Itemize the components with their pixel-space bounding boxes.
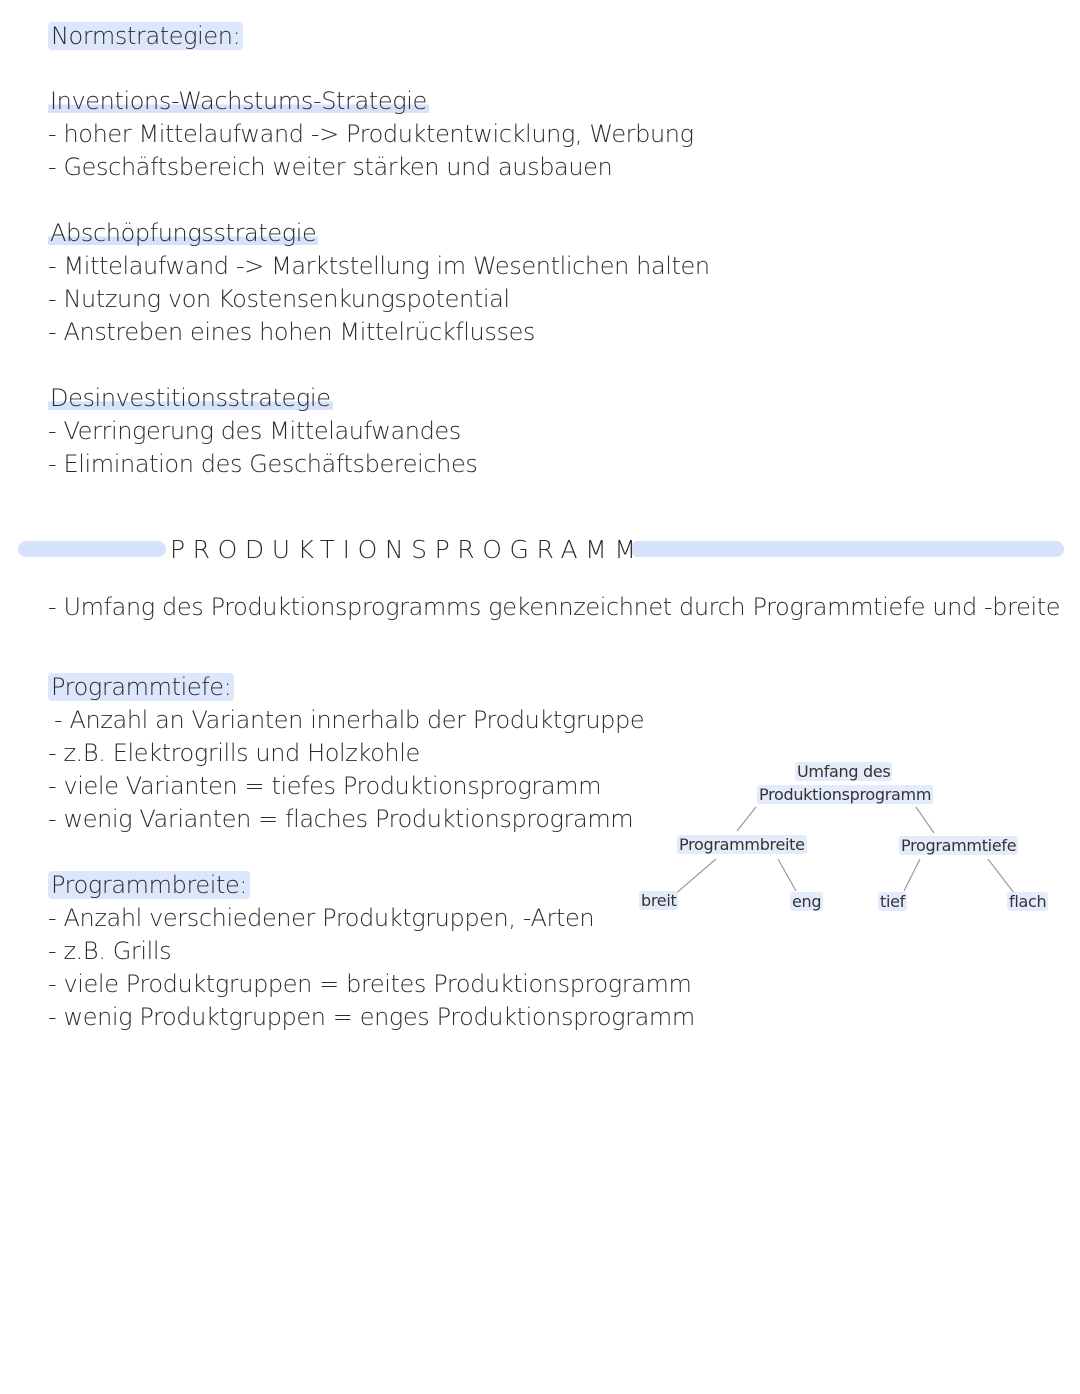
section-divider-right	[630, 541, 1064, 557]
programmtiefe-item: - z.B. Elektrogrills und Holzkohle	[48, 739, 420, 767]
connector-tiefe-flach	[988, 859, 1014, 893]
programmtiefe-title	[48, 671, 234, 704]
abschoepfung-title-text: Abschöpfungsstrategie	[50, 219, 317, 247]
desinvestition-item: - Elimination des Geschäftsbereiches	[48, 450, 478, 478]
inventions-item: - Geschäftsbereich weiter stärken und ausbauen	[48, 153, 613, 181]
program-tree-diagram	[620, 755, 1060, 925]
node-root-line1	[795, 762, 892, 782]
connector-breite-eng	[778, 859, 796, 891]
node-leaf-tief	[878, 892, 907, 912]
node-leaf-tief-text: tief	[880, 892, 905, 911]
node-leaf-flach-text: flach	[1009, 892, 1047, 911]
programmbreite-item: - viele Produktgruppen = breites Produktionsprogramm	[48, 970, 692, 998]
node-programmtiefe	[899, 836, 1018, 856]
inventions-item: - hoher Mittelaufwand -> Produktentwicklung, Werbung	[48, 120, 694, 148]
section-intro: - Umfang des Produktionsprogramms gekennzeichnet durch Programmtiefe und -breite	[48, 593, 1061, 621]
node-leaf-eng-text: eng	[792, 892, 822, 911]
abschoepfung-item: - Nutzung von Kostensenkungspotential	[48, 285, 510, 313]
programmtiefe-item: - wenig Varianten = flaches Produktionsprogramm	[48, 805, 634, 833]
programmtiefe-item: - Anzahl an Varianten innerhalb der Produktgruppe	[54, 706, 645, 734]
inventions-title	[48, 85, 429, 118]
abschoepfung-title	[48, 217, 318, 250]
programmtiefe-item: - viele Varianten = tiefes Produktionsprogramm	[48, 772, 602, 800]
section-divider-left	[18, 541, 166, 557]
node-leaf-flach	[1007, 892, 1048, 912]
node-root-line2	[757, 785, 933, 805]
connector-root-breite	[737, 807, 756, 831]
programmbreite-title-text: Programmbreite:	[48, 871, 250, 899]
programmbreite-item: - Anzahl verschiedener Produktgruppen, -Arten	[48, 904, 595, 932]
connector-breite-breit	[674, 859, 716, 895]
inventions-title-text: Inventions-Wachstums-Strategie	[50, 87, 427, 115]
connector-root-tiefe	[916, 807, 934, 833]
section-title: PRODUKTIONSPROGRAMM	[170, 535, 644, 564]
programmbreite-title	[48, 869, 250, 902]
node-root-line1-text: Umfang des	[797, 762, 891, 781]
node-programmbreite-text: Programmbreite	[679, 835, 805, 854]
normstrategien-heading	[48, 20, 243, 53]
programmtiefe-title-text: Programmtiefe:	[48, 673, 234, 701]
node-leaf-breit	[639, 891, 678, 911]
normstrategien-heading-text: Normstrategien:	[48, 22, 243, 50]
programmbreite-item: - z.B. Grills	[48, 937, 172, 965]
connector-tiefe-tief	[904, 859, 920, 891]
node-programmtiefe-text: Programmtiefe	[901, 836, 1017, 855]
desinvestition-title	[48, 382, 333, 415]
desinvestition-title-text: Desinvestitionsstrategie	[50, 384, 331, 412]
programmbreite-item: - wenig Produktgruppen = enges Produktionsprogramm	[48, 1003, 695, 1031]
abschoepfung-item: - Anstreben eines hohen Mittelrückflusses	[48, 318, 536, 346]
abschoepfung-item: - Mittelaufwand -> Marktstellung im Wesentlichen halten	[48, 252, 710, 280]
node-leaf-breit-text: breit	[641, 891, 677, 910]
node-leaf-eng	[790, 892, 823, 912]
node-root-line2-text: Produktionsprogramm	[759, 785, 932, 804]
node-programmbreite	[677, 835, 807, 855]
desinvestition-item: - Verringerung des Mittelaufwandes	[48, 417, 461, 445]
